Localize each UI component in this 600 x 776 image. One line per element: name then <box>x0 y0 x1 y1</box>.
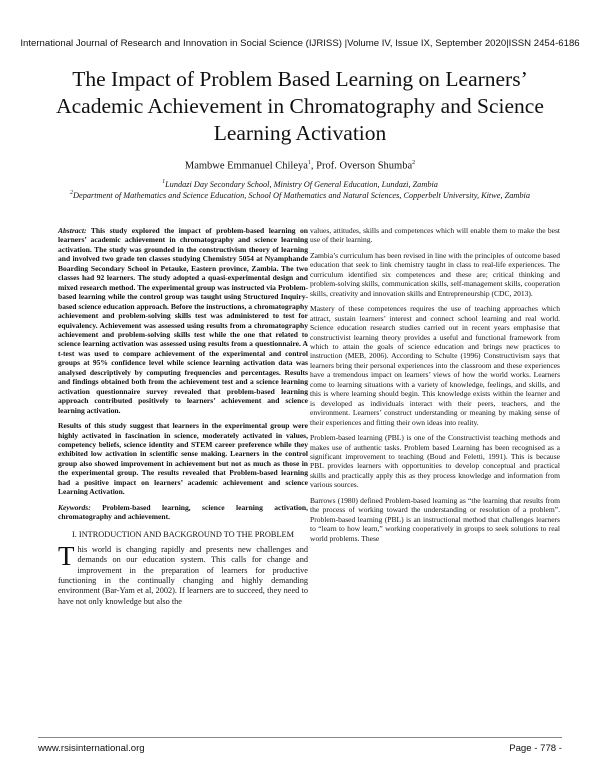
intro-paragraph <box>58 541 308 607</box>
keywords-label: Keywords: <box>58 502 91 512</box>
footer-divider <box>38 737 562 738</box>
author-sup: 1 <box>307 160 311 166</box>
affil-text: Department of Mathematics and Science Education, School Of Mathematics and Natural Sciences, Copperbelt University, Kitwe, Zambia <box>73 190 530 200</box>
body-paragraph: Zambia’s curriculum has been revised in line with the principles of outcome based education that seek to link chemistry taught in class to real-life experiences. The curriculum identified six competences and these are; critical thinking and problem-solving skills, communication skills, self-management skills, cooperation skills, creativity and innovation skills and Entrepreneurship (CDC, 2013). <box>310 250 560 298</box>
right-column <box>310 226 560 549</box>
footer-page-number: Page - 778 - <box>509 743 562 754</box>
abstract-text: This study explored the impact of problem-based learning on learners’ academic achievement in chromatography and science learning activation. The study was grounded in the constructivism theory of learning and involved two grade ten classes studying Chemistry 5054 at Nyamphande Boarding Secondary School in Petauke, Eastern province, Zambia. The two classes had 92 learners. The study adopted a quasi-experimental design and mixed research method. The experimental group was instructed via Problem-based learning while the control group was taught using Structured Inquiry-based science education approach. Before the instructions, a chromatography achievement and problem-solving skills test was administered to test for equivalency. Achievement was assessed using results from a chromatography achievement and problem-solving skills test while the one that related to science learning activation was assessed using results from a questionnaire. A t-test was used to compare achievement of the experimental and control groups at 95% confidence level while science learning activation data was analysed descriptively by computing frequencies and percentages. Results and findings obtained both from the achievement test and a science learning activation questionnaire survey revealed that problem-based learning approach contributed positively to learners’ achievement and science learning activation. <box>58 226 308 415</box>
keywords-text: Problem-based learning, science learning activation, chromatography and achievement. <box>58 502 308 522</box>
author-name: Mambwe Emmanuel Chileya <box>184 160 308 172</box>
keywords-paragraph <box>58 503 308 522</box>
drop-cap: T <box>58 541 75 572</box>
affil-text: Lundazi Day Secondary School, Ministry Of General Education, Lundazi, Zambia <box>165 179 438 189</box>
affil-sup: 2 <box>70 190 74 196</box>
paper-title: The Impact of Problem Based Learning on Learners’ Academic Achievement in Chromatography and Science Learning Activation <box>56 67 544 145</box>
body-paragraph: values, attitudes, skills and competences which will enable them to make the best use of their learning. <box>310 226 560 245</box>
body-paragraph: Mastery of these competences requires the use of teaching approaches which attract, sustain learners’ interest and connect school learning and real world. Science education research studies carried out in recent years emphasise that constructivist learning theory provides a useful and functional framework from which to attain the goals of science education and brings new practices to instruction (MEB, 2006). According to Schulte (1996) Constructivism says that learners bring their personal experiences into the classroom and these experiences have a tremendous impact on learners’ views of how the world works. Learners come to learning situations with a variety of knowledge, feelings, and skills, and this is where learning should begin. This knowledge exists within the learner and is developed as individuals interact with their peers, teachers, and the environment. Learners’ construct understanding or meaning by making sense of their experiences and fitting their own ideas into reality. <box>310 304 560 427</box>
author-sup: 2 <box>412 160 416 166</box>
abstract-results-paragraph: Results of this study suggest that learners in the experimental group were highly activated in fascination in science, moderately activated in values, competency beliefs, science identity and STEM career preference while they exhibited low activation in scientific sense making. Learners in the control group also showed improvement in achievement but not as much as those in the experimental group. The results revealed that Problem-based learning had a positive impact on learners’ academic achievement and science Learning Activation. <box>58 421 308 497</box>
body-paragraph: Problem-based learning (PBL) is one of the Constructivist teaching methods and makes use of authentic tasks. Problem based Learning has been recognised as a significant improvement to teaching (Boud and Feletti, 1991). This is because PBL provides learners with opportunities to develop conceptual and practical skills and practically apply this as they process knowledge and information from various sources. <box>310 433 560 490</box>
abstract-paragraph <box>58 226 308 415</box>
author-line <box>0 160 600 172</box>
abstract-label: Abstract: <box>58 226 87 235</box>
intro-text: his world is changing rapidly and presents new challenges and demands on our education system. This calls for change and improvement in the preparation of learners for productive functioning in the continually changing and highly demanding environment (Bar-Yam et al, 2002). If learners are to succeed, they need to have not only knowledge but also the <box>58 545 308 606</box>
affil-sup: 1 <box>162 179 166 185</box>
section-heading: I. INTRODUCTION AND BACKGROUND TO THE PROBLEM <box>72 529 294 539</box>
body-paragraph: Barrows (1980) defined Problem-based learning as “the learning that results from the process of working toward the understanding or resolution of a problem”. Problem-based learning (PBL) is an instructional method that challenges learners to “learn to how learn,” working cooperatively in groups to seek solutions to real world problems. These <box>310 495 560 543</box>
left-column <box>58 226 308 613</box>
journal-header: International Journal of Research and Innovation in Social Science (IJRISS) |Volume IV, Issue IX, September 2020|ISSN 2454-6186 <box>20 38 580 49</box>
affiliation-2 <box>30 188 570 201</box>
author-name: , Prof. Overson Shumba <box>310 160 413 172</box>
footer-website: www.rsisinternational.org <box>38 743 145 754</box>
